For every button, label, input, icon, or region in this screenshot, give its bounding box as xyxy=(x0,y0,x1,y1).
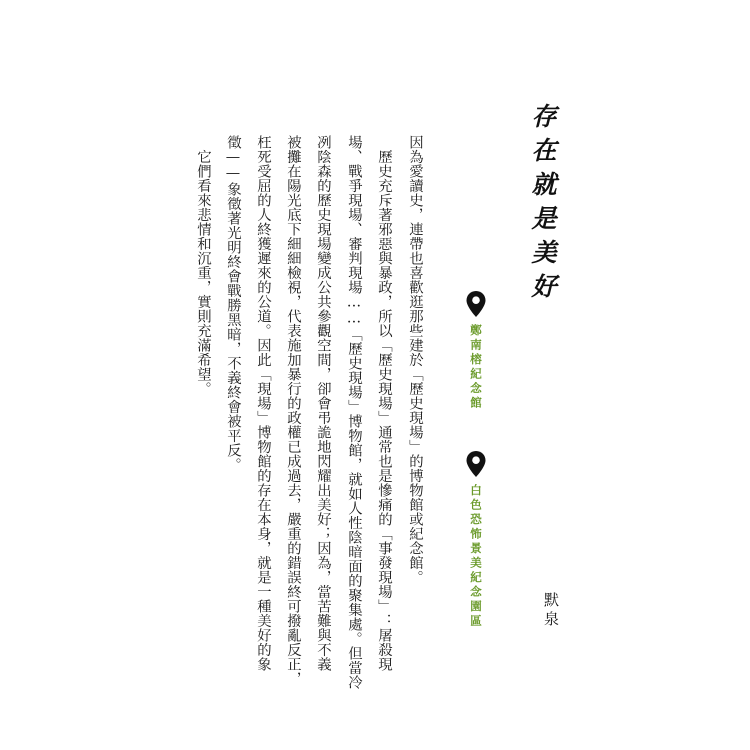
location-name: 白色恐怖景美紀念園區 xyxy=(469,484,483,629)
location-pin-icon xyxy=(465,450,487,478)
page-title: 存在就是美好 xyxy=(528,103,557,307)
body-line-8: 它們看來悲情和沉重，實則充滿希望。 xyxy=(195,135,211,396)
author-name: 默泉 xyxy=(542,592,560,630)
location-name: 鄭南榕紀念館 xyxy=(469,324,483,411)
body-line-4: 冽陰森的歷史現場變成公共參觀空間，卻會弔詭地閃耀出美好；因為，當苦難與不義 xyxy=(315,135,331,672)
body-line-7: 徵——象徵著光明終會戰勝黑暗，不義終會被平反。 xyxy=(225,135,241,472)
location-pin-icon xyxy=(465,290,487,318)
body-line-3: 場、戰爭現場、審判現場……「歷史現場」博物館，就如人性陰暗面的聚集處。但當冷 xyxy=(346,135,362,690)
body-line-5: 被攤在陽光底下細細檢視，代表施加暴行的政權已成過去，嚴重的錯誤終可撥亂反正， xyxy=(285,135,301,686)
location-tag-1 xyxy=(465,290,487,411)
body-line-2: 歷史充斥著邪惡與暴政，所以「歷史現場」通常也是慘痛的「事發現場」：屠殺現 xyxy=(376,135,392,672)
body-line-6: 枉死受屈的人終獲遲來的公道。因此「現場」博物館的存在本身，就是一種美好的象 xyxy=(255,135,271,672)
body-line-1: 因為愛讀史，連帶也喜歡逛那些建於「歷史現場」的博物館或紀念館。 xyxy=(407,135,423,585)
location-tag-2 xyxy=(465,450,487,629)
